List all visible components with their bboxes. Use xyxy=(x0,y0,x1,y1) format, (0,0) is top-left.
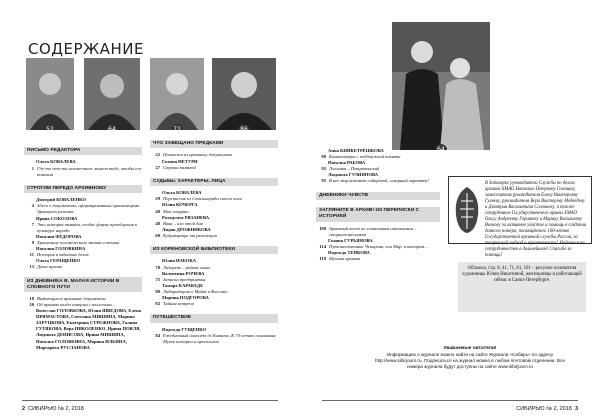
toc-entry xyxy=(150,277,278,283)
toc-section-heading: СТРОГИМ ПЕРЕДО АРХИВНОМУ xyxy=(24,185,142,193)
toc-entry xyxy=(150,265,278,271)
toc-page-number: 13 xyxy=(29,264,34,270)
toc-entry-title: Тайная встреча xyxy=(163,301,194,307)
toc-entry-title: Логошка – Петровенский xyxy=(329,166,380,172)
photo-page-number: 64 xyxy=(435,144,447,150)
toc-section-heading: ЧТО ЗАВЕЩАНО ПРЕДКАМИ xyxy=(150,140,278,148)
toc-author: Марина ПОДГОРОВА xyxy=(162,295,209,300)
toc-author: Ольга КОВАЛЁВА xyxy=(162,190,202,196)
toc-entry-title: Здесь о документах, сформированных хранилищами Архивного региона xyxy=(37,203,140,215)
toc-author: Надежда ТЕНКОВА xyxy=(328,249,370,255)
page-title: СОДЕРЖАНИЕ xyxy=(28,40,144,58)
toc-author: Лидия ДРОЖНИКОВА xyxy=(162,226,211,232)
toc-entry xyxy=(24,203,142,215)
toc-page-number: 108 xyxy=(319,225,326,231)
photo-page-number: 86 xyxy=(238,124,250,130)
toc-section-heading: ДНЕВНИКИ ЧУВСТВ xyxy=(316,192,440,200)
toc-entry-title: Выдающиеся архивные документы xyxy=(37,295,106,301)
toc-entry-title: Ценности из архивных документов xyxy=(163,152,233,158)
footer-rule xyxy=(322,400,578,401)
toc-entry xyxy=(316,178,440,184)
toc-author: Дмитрий КОВАЛЕНКО xyxy=(36,197,86,203)
toc-entry-title: Кудрявцевцы от революции xyxy=(163,232,217,238)
photo-page-number: 72 xyxy=(171,124,183,130)
toc-entry-title: В нее мир встанет сибирской, северный характер! xyxy=(329,178,429,184)
photo-page-number: 64 xyxy=(106,124,118,130)
toc-page-number: 11 xyxy=(29,252,34,258)
issue-label: СИБИРЬЮ № 2, 2018 xyxy=(516,406,572,412)
toc-entry xyxy=(316,256,440,262)
toc-page-number: 22 xyxy=(155,152,160,158)
toc-author: Юлия КОЧЕРГА xyxy=(162,202,198,208)
cover-note-box: Обложка, стр. 8, 41, 71, 81, 101 – рисунки основателя художницы Юлии Никитиной, жительницы и работающей сейчас в Санкт-Петербурге. xyxy=(458,262,586,312)
toc-column-left xyxy=(24,147,142,351)
photo-page-number: 52 xyxy=(44,124,56,130)
toc-page-number: 90 xyxy=(321,154,326,160)
toc-page-number: 60 xyxy=(155,232,160,238)
toc-page-number: 119 xyxy=(319,256,326,262)
toc-entry-title: Строки памяти! xyxy=(163,164,197,170)
toc-page-number: 20 xyxy=(29,302,34,307)
toc-author: Ирина СОКОЛОВА xyxy=(36,215,78,221)
toc-page-number: 114 xyxy=(319,243,326,249)
toc-page-number: 84 xyxy=(155,332,160,338)
toc-entry-title: Архивный тест по сочинениям школьников – старшеклассников xyxy=(329,225,417,237)
toc-entry-title: Компьютеры с поддержкой памяти xyxy=(329,154,401,160)
toc-entry-title: Хранилище человеческого знания и опыта xyxy=(37,239,120,245)
toc-entry xyxy=(150,152,278,158)
toc-entry xyxy=(150,233,278,239)
toc-author: Галина ГУРЬЯНОВА xyxy=(328,237,373,243)
toc-column-right xyxy=(316,148,440,262)
toc-author: Тамара КАРАВАДЕ xyxy=(162,282,204,288)
toc-entry-title: Музыка архивов xyxy=(329,256,361,262)
ornament-icon xyxy=(452,185,482,235)
cover-photo xyxy=(392,22,490,150)
toc-entry xyxy=(150,301,278,307)
toc-entry xyxy=(24,166,142,178)
toc-page-number: 92 xyxy=(321,166,326,172)
footer-rule xyxy=(22,400,278,401)
toc-page-number: 95 xyxy=(321,178,326,184)
toc-section-heading: ИЗ КОРЕНОВСКОЙ БИБЛИОТЕКИ xyxy=(150,246,278,254)
toc-section-heading: ПУТЕШЕСТВИЕ xyxy=(150,314,278,322)
toc-page-number: 7 xyxy=(31,221,34,227)
toc-entry-title: Переписчик из Сталинграда своего кола xyxy=(163,196,242,202)
toc-entry xyxy=(150,209,278,215)
reader-note xyxy=(370,346,570,370)
toc-entry xyxy=(150,165,278,171)
toc-entry-title: Где-то что-то неизвестное живёт тебе, чтобы его помнили xyxy=(37,165,142,177)
toc-section-heading: СУДЬБЫ. ХАРАКТЕРЫ. ЛИЦА xyxy=(150,178,278,186)
toc-author: Анна КИЙКЕТРЁШКОВА xyxy=(328,148,384,153)
toc-entry xyxy=(24,222,142,234)
toc-page-number: 4 xyxy=(31,203,34,209)
toc-page-number: 80 xyxy=(155,288,160,294)
toc-entry-title: История в забытых делах xyxy=(37,252,89,258)
toc-author: Ольга ГЕРАЩЕНКО xyxy=(36,258,81,264)
toc-entry xyxy=(150,333,278,345)
toc-section-heading: ПИСЬМО РЕДАКТОРА xyxy=(24,147,142,155)
toc-entry-title: Об архивах когда говорим с коллегами… xyxy=(37,302,116,307)
toc-entry-title: Мои самураи xyxy=(163,208,189,214)
toc-page-number: 29 xyxy=(155,196,160,202)
portrait-photo-1 xyxy=(26,58,74,130)
reader-note-heading: Уважаемые читатели! xyxy=(443,346,497,351)
toc-entry xyxy=(316,226,440,238)
toc-page-number: 82 xyxy=(155,301,160,307)
toc-page-number: 48 xyxy=(155,220,160,226)
toc-author: Галина НЕТУРИ xyxy=(162,158,198,164)
toc-section-heading: ИЗ ДНЕВНИКА В. МАЛАЯ ИСТОРИИ В СЛОВНОГО ПУТИ xyxy=(24,277,142,292)
issue-label: СИБИРЬЮ № 2, 2018 xyxy=(28,406,84,412)
toc-page-number: 27 xyxy=(155,164,160,170)
toc-author: Юлия НАБОКА xyxy=(162,258,197,264)
toc-author: Людмила ГУЛИЯНОВА xyxy=(328,172,379,178)
thanks-caption: В Заполярье руководители Службы по делам архивов ХМАО Наталью Петровну Головину, заместителя руководителя Елену Викторовну Гуляеву, руководителя Вера Викторову Медведеву и Дмитрия Васильевича Соловьеву, а также сотрудников Государственного архива ХМАО Ольгу Андреевну Горшкову и Марину Васильевну Волкову за активное участие и помощь в создании данного номера, посвящённого 100-летию Государственной архивной службы России, за творческий подход и креативность! Надеемся на сотрудничество в дальнейшем! Спасибо за помощь! xyxy=(485,181,587,258)
toc-author: Надежда ГУЩЕНКО xyxy=(162,326,207,332)
toc-entry-title: Путешественник Чекарова, или Мир, в котором… xyxy=(329,243,429,249)
portrait-photo-4 xyxy=(212,58,276,130)
toc-entry-title: Это история памяти, особое форме приобщения к культуре народа xyxy=(37,221,138,233)
toc-page-number: 9 xyxy=(31,239,34,245)
toc-author: Наталия ФЁДОРОВА xyxy=(36,233,82,239)
footer-left xyxy=(22,406,84,412)
toc-page-number: 40 xyxy=(155,208,160,214)
toc-page-number: 1 xyxy=(31,165,34,171)
portrait-photo-3 xyxy=(150,58,204,130)
toc-entry-title: Лаборатория о Майке в Кассино xyxy=(163,288,228,294)
toc-author: Вячеслав ГОЛОВКОВА, Юлия ШВЕДОВА, Елена ПРЯМАСТОВА, Светлана МИШИНА, Марина ЗАРУЦКОВА, Екатерина СТРЕЖНОВА, Галина ГУТЯКОВА, Вера НИКОЛЕНКО, Ирина ПОЯЛЯ, Людмила ДЕНИСОВА, Ирина МИШИНА, Наталья ГОЛОВКИНА, Марина ИЛЬИНА, Маргарита РУСЛАНОВА xyxy=(36,308,142,350)
page-number: 3 xyxy=(574,406,578,412)
reader-note-body: Информацию о журнале можно найти на сайте Журнала «Сибирь» по адресу http://www.sibirjourn.ru. Подписаться на журнал можно в любом почтовом отделении. Все номера журнала будут доступны на сайте www.sibirjourn.ru xyxy=(375,352,565,369)
toc-entry-title: Вика – или чтой дня xyxy=(163,220,203,226)
toc-entry-title: Лазарево – родное наше xyxy=(163,264,211,270)
toc-author: Рольдгита РЯЗАНЕВА xyxy=(162,214,210,220)
toc-entry xyxy=(150,221,278,227)
toc-entry-title: Ежедневный самолёт до Кавказа. К 70-летию основания Музея истории и археологии xyxy=(163,332,276,344)
toc-section-heading: ЗАГЛЯНИТЕ В АРХИВ! ИЗ ПЕРЕПИСКИ С ИСТОРИЕЙ xyxy=(316,207,440,222)
toc-author: Валентина РОЧЕВА xyxy=(162,270,205,276)
page-number: 2 xyxy=(22,406,26,412)
toc-page-number: 75 xyxy=(155,276,160,282)
portrait-photo-2 xyxy=(84,58,140,130)
toc-author: Наталья РАБОВА xyxy=(328,160,366,166)
toc-entry-title: Душа архива xyxy=(37,264,62,270)
toc-page-number: 18 xyxy=(29,295,34,301)
toc-entry-title: Записки предприятия xyxy=(163,276,206,282)
toc-page-number: 70 xyxy=(155,264,160,270)
footer-right xyxy=(516,406,578,412)
toc-entry xyxy=(24,264,142,270)
toc-author: Наталия ГОЛОВКИНА xyxy=(36,245,86,251)
toc-column-middle xyxy=(150,140,278,345)
toc-author: Ольга КОВАЛЕВА xyxy=(36,159,76,165)
